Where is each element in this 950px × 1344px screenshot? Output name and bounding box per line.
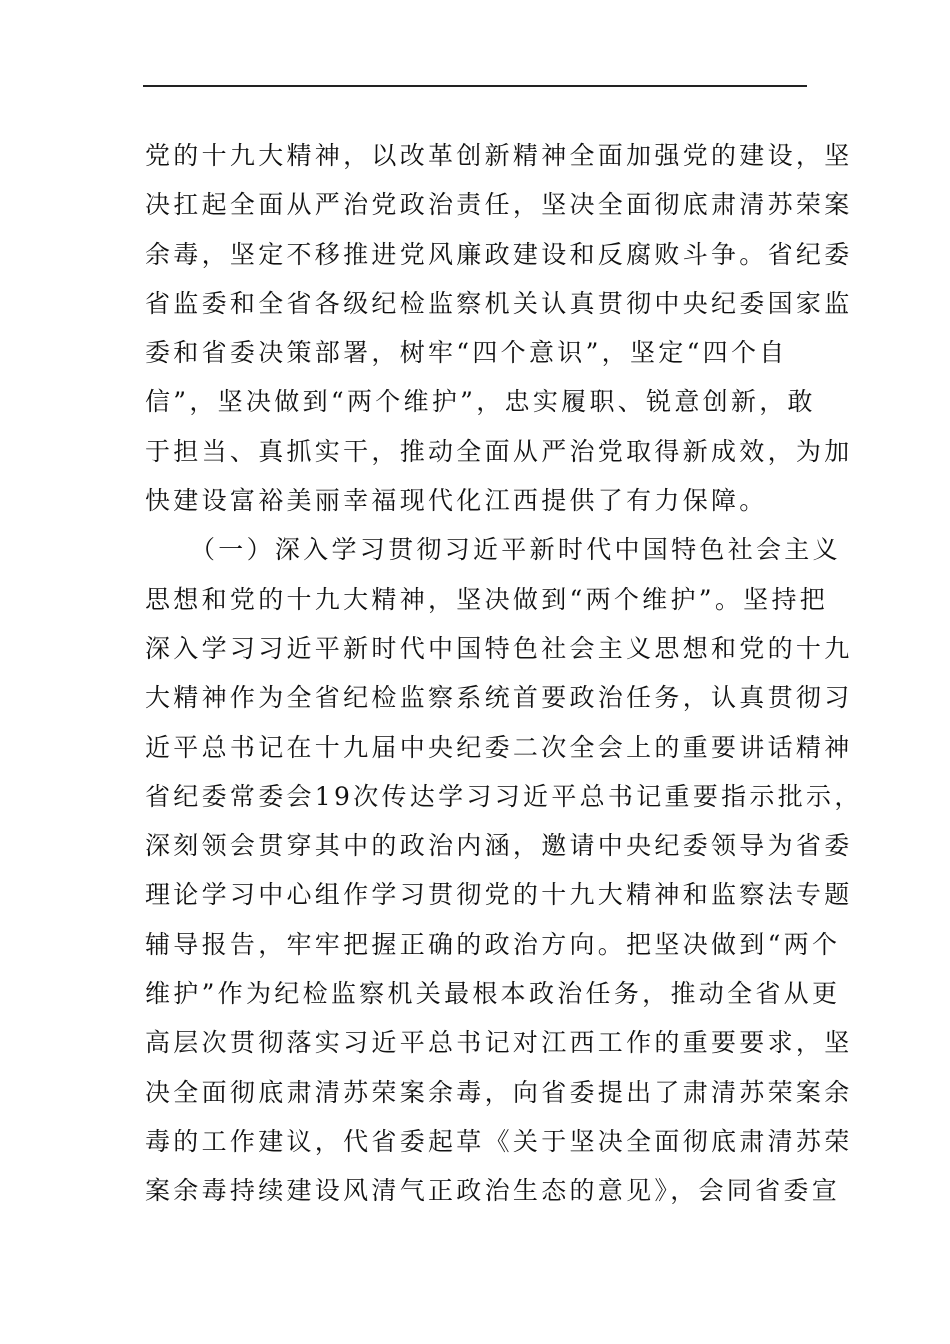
text-line: 深刻领会贯穿其中的政治内涵，邀请中央纪委领导为省委 bbox=[145, 831, 853, 861]
text-line: 决全面彻底肃清苏荣案余毒，向省委提出了肃清苏荣案余 bbox=[145, 1077, 853, 1107]
text-line: 思想和党的十九大精神，坚决做到“两个维护”。坚持把 bbox=[145, 584, 829, 614]
text-line: 近平总书记在十九届中央纪委二次全会上的重要讲话精神 bbox=[145, 732, 853, 762]
text-line: 大精神作为全省纪检监察系统首要政治任务，认真贯彻习 bbox=[145, 683, 853, 713]
text-line: 决扛起全面从严治党政治责任，坚决全面彻底肃清苏荣案 bbox=[145, 190, 853, 220]
text-line: 毒的工作建议，代省委起草《关于坚决全面彻底肃清苏荣 bbox=[145, 1126, 853, 1156]
text-line: 深入学习习近平新时代中国特色社会主义思想和党的十九 bbox=[145, 633, 853, 663]
text-line: 维护”作为纪检监察机关最根本政治任务，推动全省从更 bbox=[145, 979, 841, 1009]
text-line: 理论学习中心组作学习贯彻党的十九大精神和监察法专题 bbox=[145, 880, 853, 910]
body-text bbox=[145, 131, 863, 1216]
text-line: 委和省委决策部署，树牢“四个意识”，坚定“四个自 bbox=[145, 338, 788, 368]
text-line: 省监委和全省各级纪检监察机关认真贯彻中央纪委国家监 bbox=[145, 288, 853, 318]
text-line: 辅导报告，牢牢把握正确的政治方向。把坚决做到“两个 bbox=[145, 929, 841, 959]
text-line: 党的十九大精神，以改革创新精神全面加强党的建设，坚 bbox=[145, 141, 853, 170]
text-line: 快建设富裕美丽幸福现代化江西提供了有力保障。 bbox=[145, 486, 768, 516]
text-line: 省纪委常委会19次传达学习习近平总书记重要指示批示， bbox=[145, 781, 863, 811]
text-line: 于担当、真抓实干，推动全面从严治党取得新成效，为加 bbox=[145, 436, 853, 466]
text-line: 信”，坚决做到“两个维护”，忠实履职、锐意创新，敢 bbox=[145, 387, 816, 417]
section-heading-line: （一）深入学习贯彻习近平新时代中国特色社会主义 bbox=[145, 535, 841, 565]
header-rule bbox=[143, 85, 807, 87]
text-line: 案余毒持续建设风清气正政治生态的意见》，会同省委宣 bbox=[145, 1176, 841, 1206]
text-line: 余毒，坚定不移推进党风廉政建设和反腐败斗争。省纪委 bbox=[145, 239, 853, 269]
text-line: 高层次贯彻落实习近平总书记对江西工作的重要要求，坚 bbox=[145, 1028, 853, 1058]
